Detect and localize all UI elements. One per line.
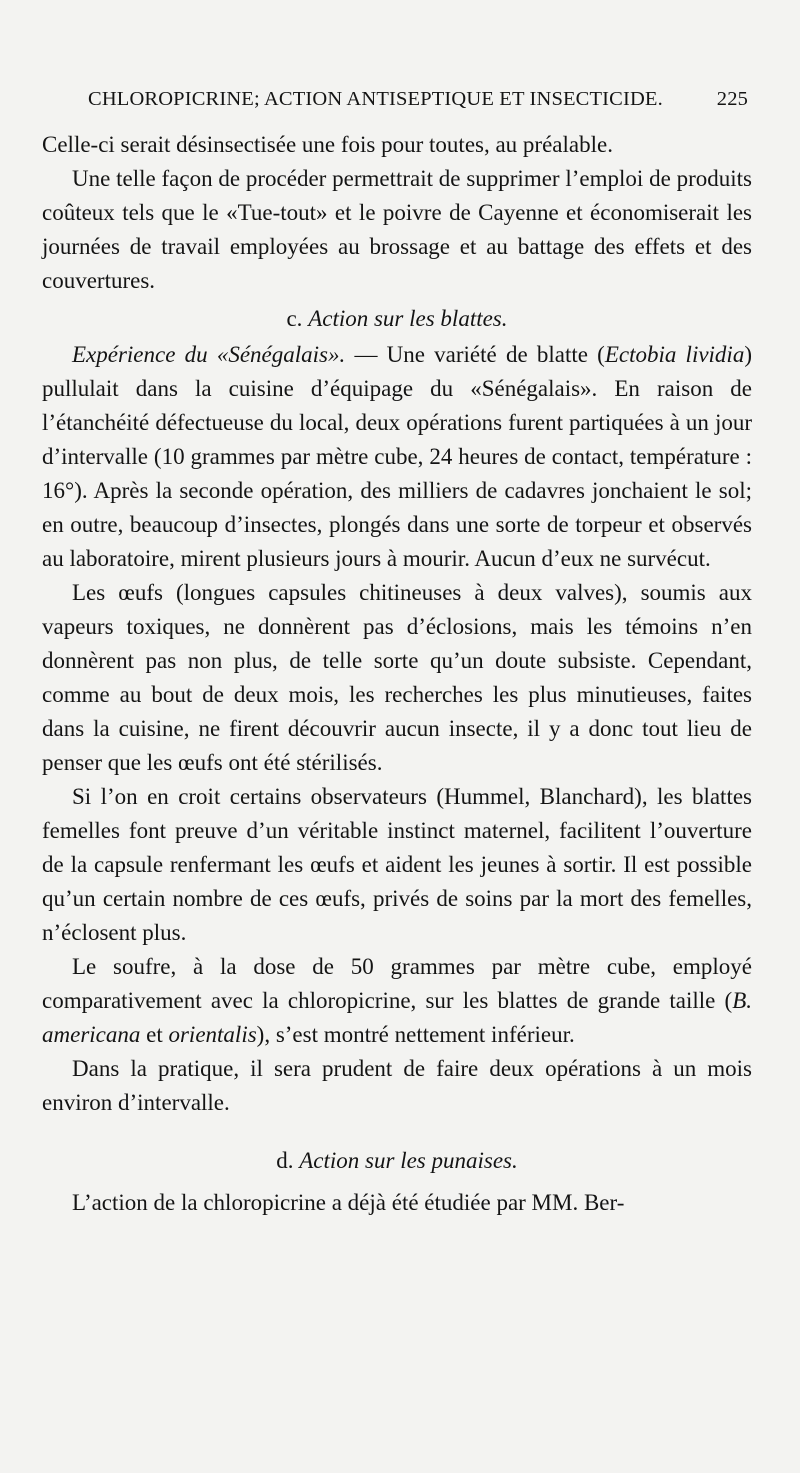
page-number: 225	[716, 88, 748, 110]
paragraph-1: Celle-ci serait désinsectisée une fois pour toutes, au préalable.	[42, 132, 613, 157]
section-c-title: Action sur les blattes.	[308, 306, 508, 331]
species-name: Ectobia lividia	[604, 342, 745, 367]
paragraph-4: Les œufs (longues capsules chitineuses à deux valves), soumis aux vapeurs toxiques, ne donnèrent pas d’éclosions, mais les témoins n’en donnèrent pas non plus, de telle sorte qu’un doute subsiste. Cependant, comme au bout de deux mois, les recherches les plus minutieuses, faites dans la cuisine, ne firent découvrir aucun insecte, il y a donc tout lieu de penser que les œufs ont été stérilisés.	[42, 580, 752, 775]
section-d-label: d.	[276, 1148, 294, 1173]
section-heading-d	[42, 1144, 752, 1178]
paragraph-3: Expérience du «Sénégalais». — Une variété de blatte (Ectobia lividia) pullulait dans la cuisine d’équipage du «Sénégalais». En raison de l’étanchéité défectueuse du local, deux opérations furent partiquées à un jour d’intervalle (10 grammes par mètre cube, 24 heures de contact, température : 16°). Après la seconde opération, des milliers de cadavres jonchaient le sol; en outre, beaucoup d’insectes, plongés dans une sorte de torpeur et observés au laboratoire, mirent plusieurs jours à mourir. Aucun d’eux ne survécut.	[42, 342, 752, 571]
species-orientalis: orientalis	[168, 1022, 257, 1047]
section-d-title: Action sur les punaises.	[299, 1148, 518, 1173]
species-americana: B. americana	[42, 988, 752, 1047]
running-header	[88, 88, 748, 111]
page-body	[42, 128, 752, 1220]
section-c-label: c.	[286, 306, 303, 331]
experiment-title: Expérience du «Sénégalais».	[72, 342, 346, 367]
running-title: CHLOROPICRINE; ACTION ANTISEPTIQUE ET INSECTICIDE.	[88, 88, 663, 110]
paragraph-8: L’action de la chloropicrine a déjà été étudiée par MM. Ber-	[72, 1190, 625, 1215]
paragraph-2: Une telle façon de procéder permettrait de supprimer l’emploi de produits coûteux tels que le «Tue-tout» et le poivre de Cayenne et économiserait les journées de travail employées au brossage et au battage des effets et des couvertures.	[42, 166, 752, 293]
section-heading-c	[42, 302, 752, 336]
paragraph-7: Dans la pratique, il sera prudent de faire deux opérations à un mois environ d’intervalle.	[42, 1056, 752, 1115]
paragraph-6: Le soufre, à la dose de 50 grammes par mètre cube, employé comparativement avec la chloropicrine, sur les blattes de grande taille (B. americana et orientalis), s’est montré nettement inférieur.	[42, 954, 752, 1047]
paragraph-5: Si l’on en croit certains observateurs (Hummel, Blanchard), les blattes femelles font preuve d’un véritable instinct maternel, facilitent l’ouverture de la capsule renfermant les œufs et aident les jeunes à sortir. Il est possible qu’un certain nombre de ces œufs, privés de soins par la mort des femelles, n’éclosent plus.	[42, 784, 752, 945]
